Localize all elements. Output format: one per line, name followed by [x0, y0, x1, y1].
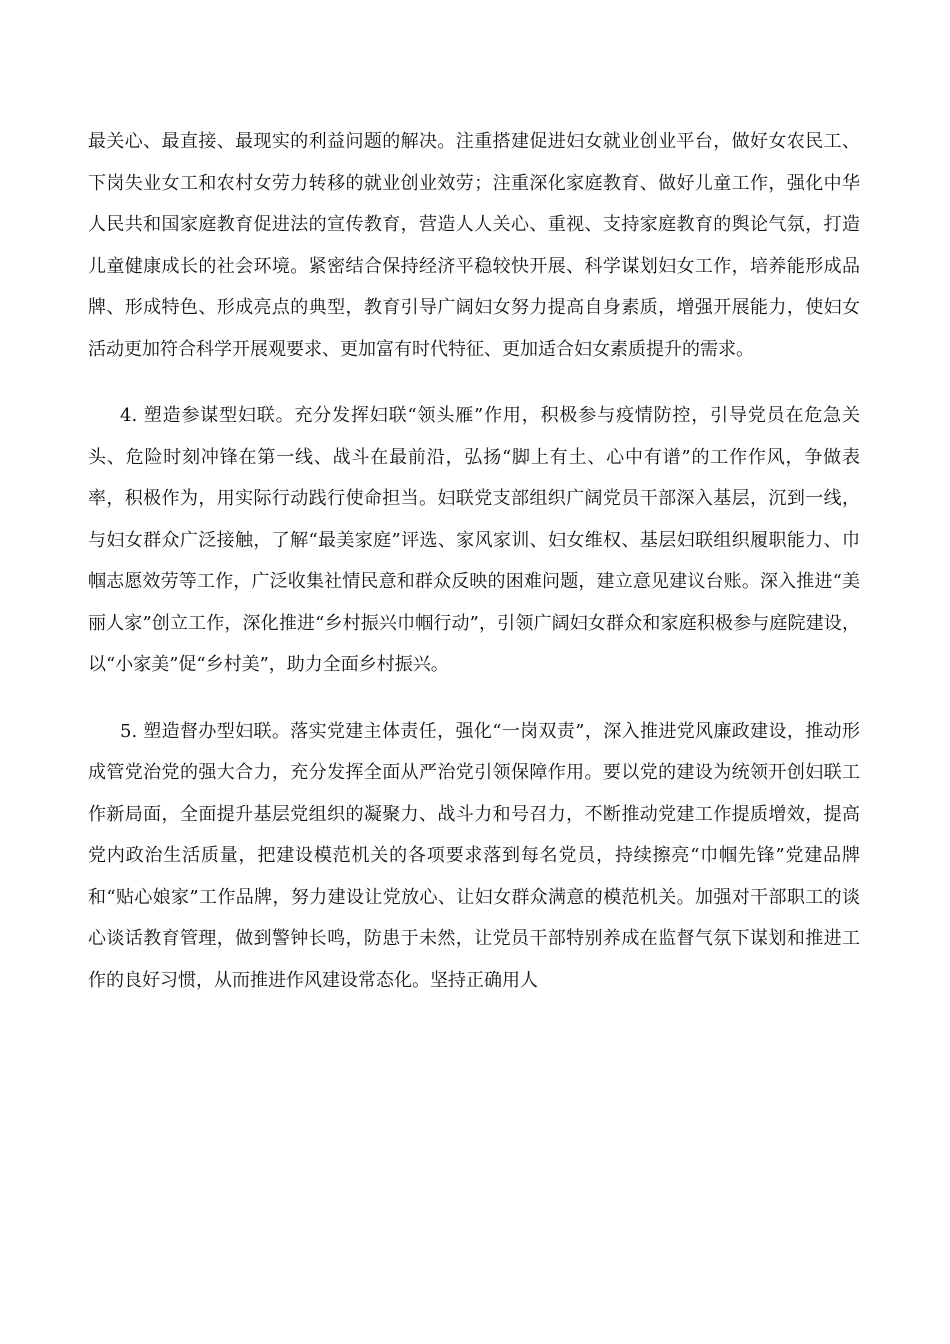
paragraph-item-5: 5. 塑造督办型妇联。落实党建主体责任，强化“一岗双责”，深入推进党风廉政建设，推动形成管党治党的强大合力，充分发挥全面从严治党引领保障作用。要以党的建设为统领开创妇联工作新局面，全面提升基层党组织的凝聚力、战斗力和号召力，不断推动党建工作提质增效，提高党内政治生活质量，把建设模范机关的各项要求落到每名党员，持续擦亮“巾帼先锋”党建品牌和“贴心娘家”工作品牌，努力建设让党放心、让妇女群众满意的模范机关。加强对干部职工的谈心谈话教育管理，做到警钟长鸣，防患于未然，让党员干部特别养成在监督气氛下谋划和推进工作的良好习惯，从而推进作风建设常态化。坚持正确用人 [88, 720, 860, 991]
document-body [88, 121, 860, 1001]
paragraph-continued: 最关心、最直接、最现实的利益问题的解决。注重搭建促进妇女就业创业平台，做好女农民工、下岗失业女工和农村女劳力转移的就业创业效劳；注重深化家庭教育、做好儿童工作，强化中华人民共和国家庭教育促进法的宣传教育，营造人人关心、重视、支持家庭教育的舆论气氛，打造儿童健康成长的社会环境。紧密结合保持经济平稳较快开展、科学谋划妇女工作，培养能形成品牌、形成特色、形成亮点的典型，教育引导广阔妇女努力提高自身素质，增强开展能力，使妇女活动更加符合科学开展观要求、更加富有时代特征、更加适合妇女素质提升的需求。 [88, 131, 860, 360]
paragraph-item-4: 4. 塑造参谋型妇联。充分发挥妇联“领头雁”作用，积极参与疫情防控，引导党员在危急关头、危险时刻冲锋在第一线、战斗在最前沿，弘扬“脚上有土、心中有谱”的工作作风，争做表率，积极作为，用实际行动践行使命担当。妇联党支部组织广阔党员干部深入基层，沉到一线，与妇女群众广泛接触，了解“最美家庭”评选、家风家训、妇女维权、基层妇联组织履职能力、巾帼志愿效劳等工作，广泛收集社情民意和群众反映的困难问题，建立意见建议台账。深入推进“美丽人家”创立工作，深化推进“乡村振兴巾帼行动”，引领广阔妇女群众和家庭积极参与庭院建设，以“小家美”促“乡村美”，助力全面乡村振兴。 [88, 405, 860, 675]
